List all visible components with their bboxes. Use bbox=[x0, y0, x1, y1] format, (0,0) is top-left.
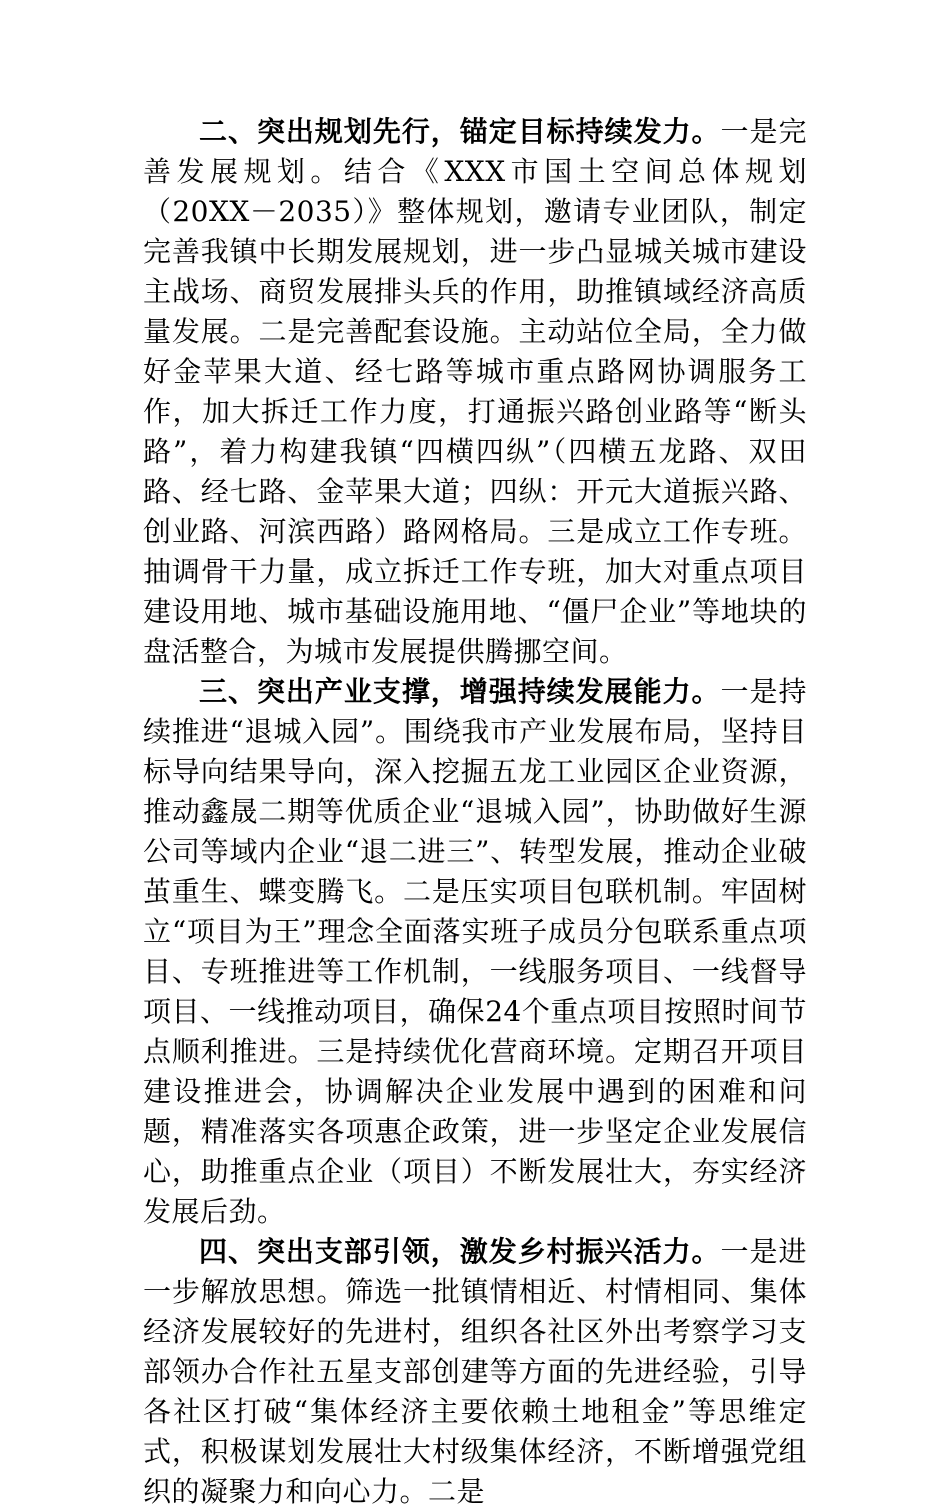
paragraph-industry bbox=[143, 672, 807, 1232]
paragraph-heading: 三、突出产业支撑，增强持续发展能力。 bbox=[199, 675, 721, 708]
document-body bbox=[143, 112, 807, 1512]
paragraph-branch bbox=[143, 1232, 807, 1512]
paragraph-text: 一是进一步解放思想。筛选一批镇情相近、村情相同、集体经济发展较好的先进村，组织各社区外出考察学习支部领办合作社五星支部创建等方面的先进经验，引导各社区打破“集体经济主要依赖土地租金”等思维定式，积极谋划发展壮大村级集体经济，不断增强党组织的凝聚力和向心力。二是 bbox=[143, 1235, 807, 1508]
paragraph-heading: 二、突出规划先行，锚定目标持续发力。 bbox=[199, 115, 721, 148]
paragraph-heading: 四、突出支部引领，激发乡村振兴活力。 bbox=[199, 1235, 721, 1268]
paragraph-planning bbox=[143, 112, 807, 672]
paragraph-text: 一是持续推进“退城入园”。围绕我市产业发展布局，坚持目标导向结果导向，深入挖掘五龙工业园区企业资源，推动鑫晟二期等优质企业“退城入园”，协助做好生源公司等域内企业“退二进三”、转型发展，推动企业破茧重生、蝶变腾飞。二是压实项目包联机制。牢固树立“项目为王”理念全面落实班子成员分包联系重点项目、专班推进等工作机制，一线服务项目、一线督导项目、一线推动项目，确保24个重点项目按照时间节点顺利推进。三是持续优化营商环境。定期召开项目建设推进会，协调解决企业发展中遇到的困难和问题，精准落实各项惠企政策，进一步坚定企业发展信心，助推重点企业（项目）不断发展壮大，夯实经济发展后劲。 bbox=[143, 675, 807, 1228]
paragraph-text: 一是完善发展规划。结合《XXX市国土空间总体规划（20XX－2035）》整体规划，邀请专业团队，制定完善我镇中长期发展规划，进一步凸显城关城市建设主战场、商贸发展排头兵的作用，助推镇域经济高质量发展。二是完善配套设施。主动站位全局，全力做好金苹果大道、经七路等城市重点路网协调服务工作，加大拆迁工作力度，打通振兴路创业路等“断头路”，着力构建我镇“四横四纵”（四横五龙路、双田路、经七路、金苹果大道；四纵：开元大道振兴路、创业路、河滨西路）路网格局。三是成立工作专班。抽调骨干力量，成立拆迁工作专班，加大对重点项目建设用地、城市基础设施用地、“僵尸企业”等地块的盘活整合，为城市发展提供腾挪空间。 bbox=[143, 115, 807, 668]
